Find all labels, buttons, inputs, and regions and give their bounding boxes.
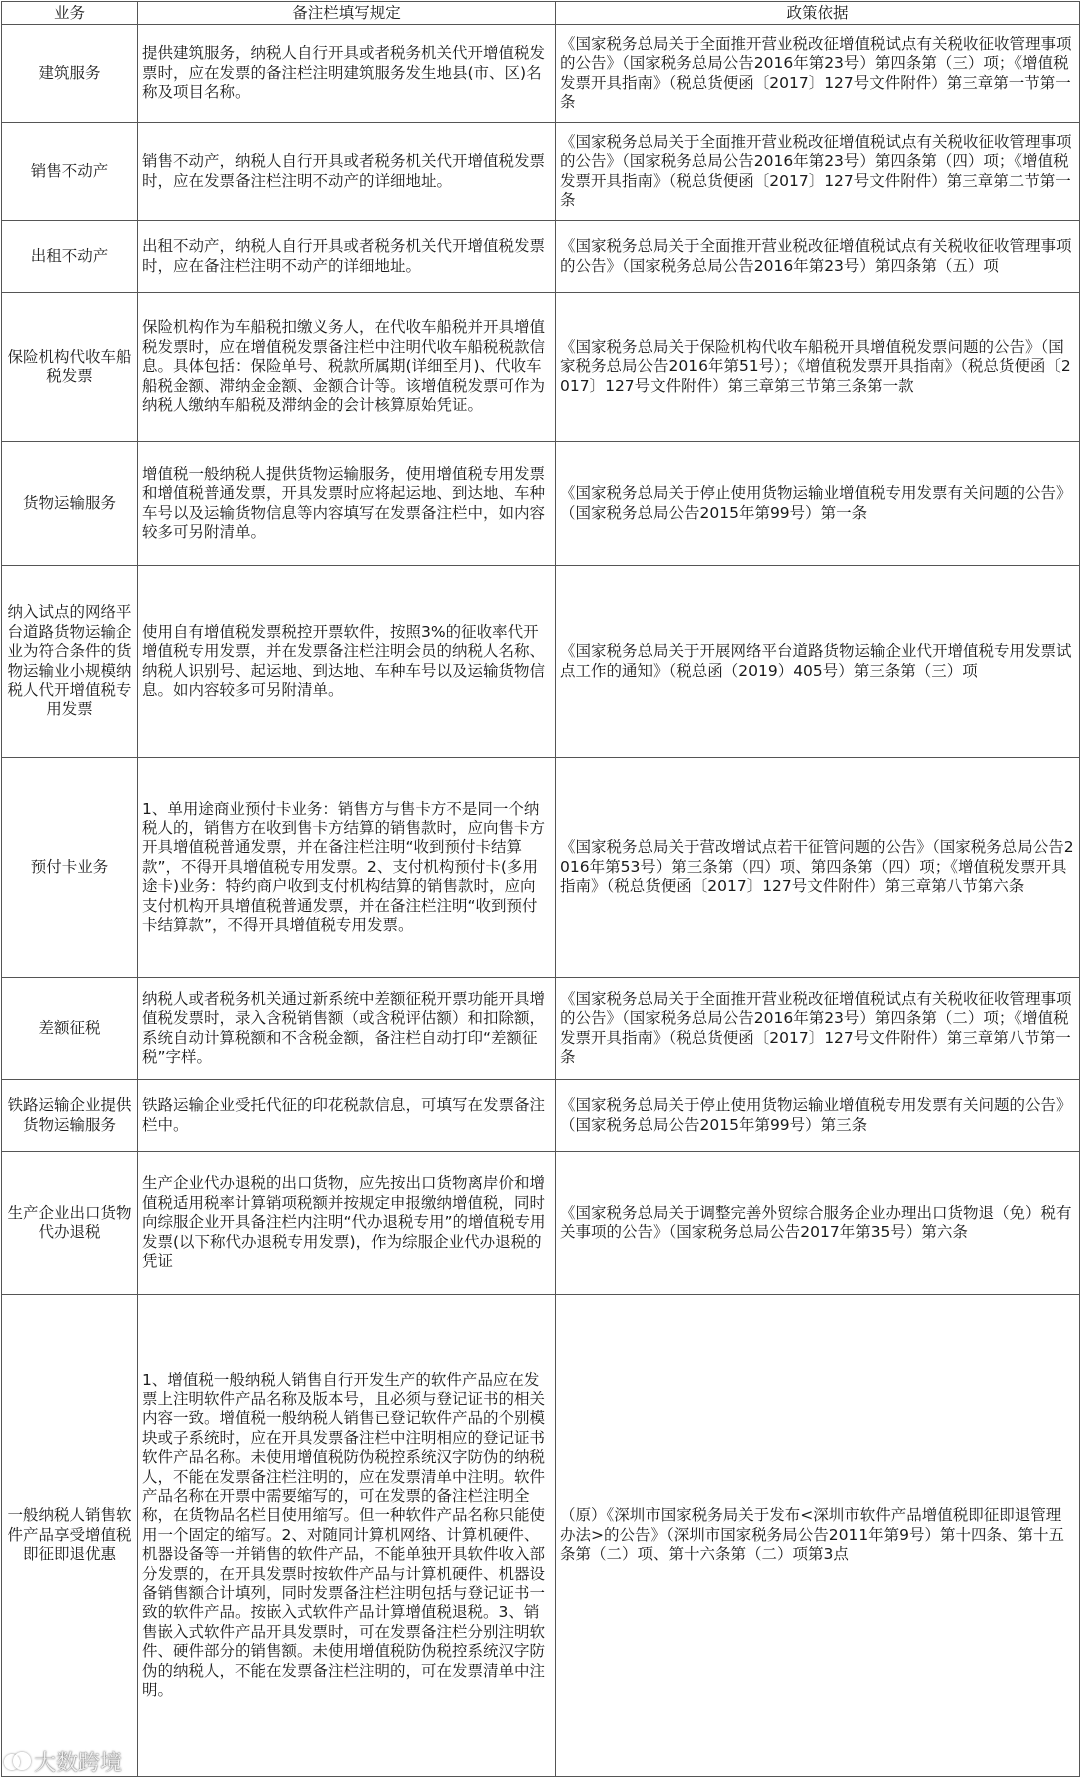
row-business: 货物运输服务 [2,442,138,566]
row-rule: 生产企业代办退税的出口货物，应先按出口货物离岸价和增值税适用税率计算销项税额并按规定申报缴纳增值税，同时向综服企业开具备注栏内注明“代办退税专用”的增值税专用发票(以下称代办退税专用发票)，作为综服企业代办退税的凭证 [138,1152,556,1295]
header-rule: 备注栏填写规定 [138,2,556,25]
row-business: 预付卡业务 [2,758,138,978]
table-header-row [2,2,1080,25]
table-row [2,123,1080,221]
row-basis: 《国家税务总局关于全面推开营业税改征增值税试点有关税收征收管理事项的公告》（国家税务总局公告2016年第23号）第四条第（三）项；《增值税发票开具指南》（税总货便函〔2017〕127号文件附件）第三章第一节第一条 [556,25,1080,123]
table-row [2,758,1080,978]
header-basis: 政策依据 [556,2,1080,25]
row-basis: 《国家税务总局关于停止使用货物运输业增值税专用发票有关问题的公告》（国家税务总局公告2015年第99号）第三条 [556,1080,1080,1152]
row-basis: 《国家税务总局关于营改增试点若干征管问题的公告》（国家税务总局公告2016年第53号）第三条第（四）项、第四条第（四）项；《增值税发票开具指南》（税总货便函〔2017〕127号文件附件）第三章第八节第六条 [556,758,1080,978]
row-business: 出租不动产 [2,221,138,293]
row-rule: 提供建筑服务，纳税人自行开具或者税务机关代开增值税发票时，应在发票的备注栏注明建筑服务发生地县(市、区)名称及项目名称。 [138,25,556,123]
row-basis: 《国家税务总局关于保险机构代收车船税开具增值税发票问题的公告》（国家税务总局公告2016年第51号）；《增值税发票开具指南》（税总货便函〔2017〕127号文件附件）第三章第三节第三条第一款 [556,293,1080,442]
policy-table [1,1,1080,1777]
row-business: 一般纳税人销售软件产品享受增值税即征即退优惠 [2,1295,138,1777]
table-row [2,978,1080,1080]
table-row [2,221,1080,293]
row-rule: 销售不动产，纳税人自行开具或者税务机关代开增值税发票时，应在发票备注栏注明不动产的详细地址。 [138,123,556,221]
row-rule: 出租不动产，纳税人自行开具或者税务机关代开增值税发票时，应在备注栏注明不动产的详细地址。 [138,221,556,293]
watermark-text: 大数跨境 [34,1750,123,1776]
table-row [2,293,1080,442]
row-business: 纳入试点的网络平台道路货物运输企业为符合条件的货物运输业小规模纳税人代开增值税专用发票 [2,566,138,758]
row-business: 铁路运输企业提供货物运输服务 [2,1080,138,1152]
row-basis: 《国家税务总局关于全面推开营业税改征增值税试点有关税收征收管理事项的公告》（国家税务总局公告2016年第23号）第四条第（二）项；《增值税发票开具指南》（税总货便函〔2017〕127号文件附件）第三章第八节第一条 [556,978,1080,1080]
row-rule: 纳税人或者税务机关通过新系统中差额征税开票功能开具增值税发票时，录入含税销售额（或含税评估额）和扣除额，系统自动计算税额和不含税金额，备注栏自动打印“差额征税”字样。 [138,978,556,1080]
row-basis: 《国家税务总局关于全面推开营业税改征增值税试点有关税收征收管理事项的公告》（国家税务总局公告2016年第23号）第四条第（四）项；《增值税发票开具指南》（税总货便函〔2017〕127号文件附件）第三章第二节第一条 [556,123,1080,221]
row-business: 建筑服务 [2,25,138,123]
row-rule: 使用自有增值税发票税控开票软件，按照3%的征收率代开增值税专用发票，并在发票备注栏注明会员的纳税人名称、纳税人识别号、起运地、到达地、车种车号以及运输货物信息。如内容较多可另附清单。 [138,566,556,758]
row-rule: 1、单用途商业预付卡业务：销售方与售卡方不是同一个纳税人的，销售方在收到售卡方结算的销售款时，应向售卡方开具增值税普通发票，并在备注栏注明“收到预付卡结算款”，不得开具增值税专用发票。2、支付机构预付卡(多用途卡)业务：特约商户收到支付机构结算的销售款时，应向支付机构开具增值税普通发票，并在备注栏注明“收到预付卡结算款”，不得开具增值税专用发票。 [138,758,556,978]
table-row [2,1152,1080,1295]
row-rule: 1、增值税一般纳税人销售自行开发生产的软件产品应在发票上注明软件产品名称及版本号，且必须与登记证书的相关内容一致。增值税一般纳税人销售已登记软件产品的个别模块或子系统时，应在开具发票备注栏中注明相应的登记证书软件产品名称。未使用增值税防伪税控系统汉字防伪的纳税人，不能在发票备注栏注明的，应在发票清单中注明。软件产品名称在开票中需要缩写的，可在发票的备注栏注明全称，在货物品名栏目使用缩写。但一种软件产品名称只能使用一个固定的缩写。2、对随同计算机网络、计算机硬件、机器设备等一并销售的软件产品，不能单独开具软件收入部分发票的，在开具发票时按软件产品与计算机硬件、机器设备销售额合计填列，同时发票备注栏注明包括与登记证书一致的软件产品。按嵌入式软件产品计算增值税退税。3、销售嵌入式软件产品开具发票时，可在发票备注栏分别注明软件、硬件部分的销售额。未使用增值税防伪税控系统汉字防伪的纳税人，不能在发票备注栏注明的，可在发票清单中注明。 [138,1295,556,1777]
row-business: 销售不动产 [2,123,138,221]
row-business: 生产企业出口货物代办退税 [2,1152,138,1295]
table-row [2,25,1080,123]
row-basis: 《国家税务总局关于开展网络平台道路货物运输企业代开增值税专用发票试点工作的通知》（税总函（2019）405号）第三条第（三）项 [556,566,1080,758]
table-row [2,1080,1080,1152]
row-rule: 增值税一般纳税人提供货物运输服务，使用增值税专用发票和增值税普通发票，开具发票时应将起运地、到达地、车种车号以及运输货物信息等内容填写在发票备注栏中，如内容较多可另附清单。 [138,442,556,566]
row-business: 差额征税 [2,978,138,1080]
row-basis: 《国家税务总局关于停止使用货物运输业增值税专用发票有关问题的公告》（国家税务总局公告2015年第99号）第一条 [556,442,1080,566]
row-basis: 《国家税务总局关于调整完善外贸综合服务企业办理出口货物退（免）税有关事项的公告》（国家税务总局公告2017年第35号）第六条 [556,1152,1080,1295]
row-basis: （原）《深圳市国家税务局关于发布<深圳市软件产品增值税即征即退管理办法>的公告》（深圳市国家税务局公告2011年第9号）第十四条、第十五条第（二）项、第十六条第（二）项第3点 [556,1295,1080,1777]
header-business: 业务 [2,2,138,25]
table-row [2,442,1080,566]
table-row [2,566,1080,758]
row-basis: 《国家税务总局关于全面推开营业税改征增值税试点有关税收征收管理事项的公告》（国家税务总局公告2016年第23号）第四条第（五）项 [556,221,1080,293]
row-business: 保险机构代收车船税发票 [2,293,138,442]
row-rule: 铁路运输企业受托代征的印花税款信息，可填写在发票备注栏中。 [138,1080,556,1152]
row-rule: 保险机构作为车船税扣缴义务人，在代收车船税并开具增值税发票时，应在增值税发票备注栏中注明代收车船税税款信息。具体包括：保险单号、税款所属期(详细至月)、代收车船税金额、滞纳金金额、金额合计等。该增值税发票可作为纳税人缴纳车船税及滞纳金的会计核算原始凭证。 [138,293,556,442]
table-row [2,1295,1080,1777]
